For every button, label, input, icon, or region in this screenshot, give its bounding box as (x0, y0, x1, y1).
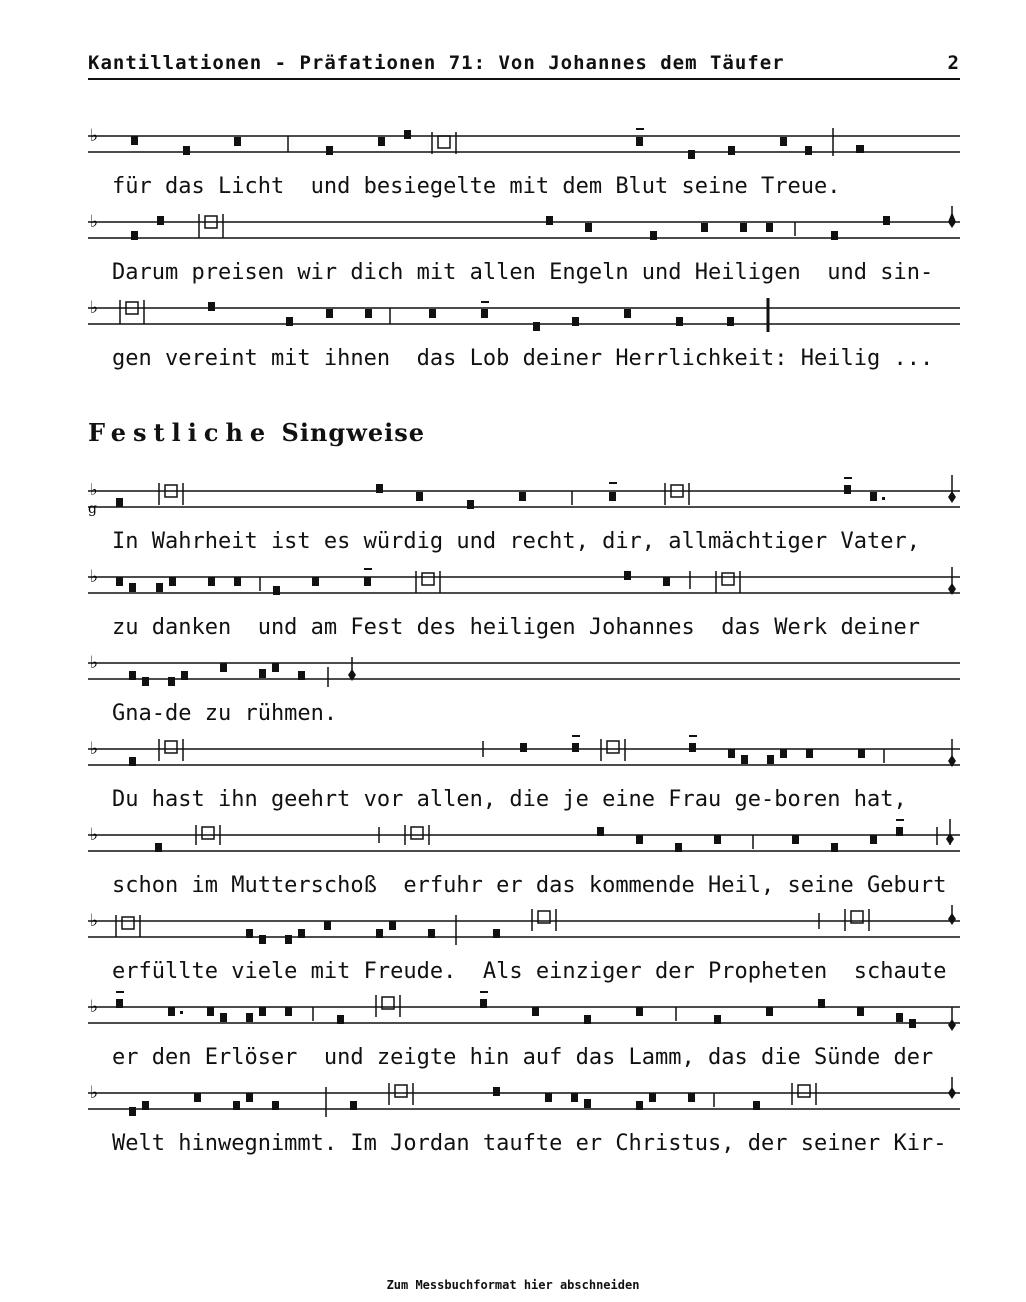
chant-staff (86, 292, 962, 336)
lyric-line: Welt hinwegnimmt. Im Jordan taufte er Christus, der seiner Kir- (112, 1131, 947, 1156)
g-clef-letter: g (88, 501, 97, 517)
lyric-line: Darum preisen wir dich mit allen Engeln und Heiligen und sin- (112, 260, 934, 285)
flat-clef-icon: ♭ (90, 997, 99, 1017)
section-title-spaced: Festliche (88, 418, 273, 447)
section-title (88, 418, 425, 447)
flat-clef-icon: ♭ (90, 739, 99, 759)
header-rule (88, 78, 960, 80)
chant-staff (86, 819, 962, 863)
flat-clef-icon: ♭ (90, 653, 99, 673)
flat-clef-icon: ♭ (90, 567, 99, 587)
lyric-line: zu danken und am Fest des heiligen Johannes das Werk deiner (112, 615, 920, 640)
flat-clef-icon: ♭ (90, 911, 99, 931)
lyric-line: Du hast ihn geehrt vor allen, die je eine Frau ge-boren hat, (112, 787, 907, 812)
lyric-line: schon im Mutterschoß erfuhr er das kommende Heil, seine Geburt (112, 873, 947, 898)
lyric-line: für das Licht und besiegelte mit dem Blut seine Treue. (112, 174, 841, 199)
chant-staff (86, 647, 962, 691)
chant-staff (86, 120, 962, 164)
flat-clef-icon: ♭ (90, 1083, 99, 1103)
lyric-line: erfüllte viele mit Freude. Als einziger der Propheten schaute (112, 959, 947, 984)
chant-staff (86, 905, 962, 949)
flat-clef-icon: ♭ (90, 212, 99, 232)
lyric-line: er den Erlöser und zeigte hin auf das Lamm, das die Sünde der (112, 1045, 934, 1070)
section-title-rest: Singweise (281, 418, 426, 447)
cut-instruction: Zum Messbuchformat hier abschneiden (386, 1278, 640, 1292)
chant-staff (86, 733, 962, 777)
chant-staff (86, 475, 962, 519)
chant-staff (86, 991, 962, 1035)
chant-staff (86, 561, 962, 605)
page-number: 2 (947, 52, 960, 74)
chant-staff (86, 206, 962, 250)
lyric-line: In Wahrheit ist es würdig und recht, dir, allmächtiger Vater, (112, 529, 920, 554)
header-title: Kantillationen - Präfationen 71: Von Johannes dem Täufer (88, 52, 785, 74)
flat-clef-icon: ♭ (90, 126, 99, 146)
chant-staff (86, 1077, 962, 1121)
flat-clef-icon: ♭ (90, 825, 99, 845)
lyric-line: gen vereint mit ihnen das Lob deiner Herrlichkeit: Heilig ... (112, 346, 934, 371)
flat-clef-icon: ♭ (90, 480, 98, 499)
flat-clef-icon: ♭ (90, 298, 99, 318)
lyric-line: Gna-de zu rühmen. (112, 701, 338, 726)
